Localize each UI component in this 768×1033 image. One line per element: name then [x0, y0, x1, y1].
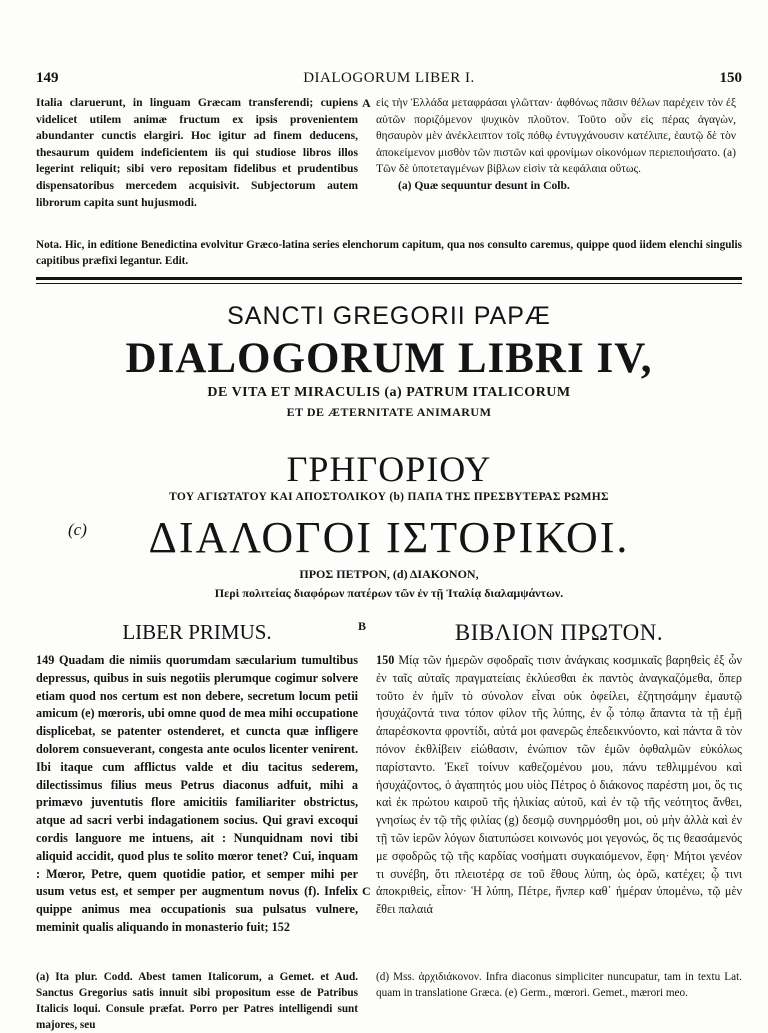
top-latin-text: Italia claruerunt, in linguam Græcam transferendi; cupiens videlicet utilem animæ fructum ex ipsis provenientem abundanter cunctis elargiri. Hoc igitur ad finem deducens, thesaurum quidem indeficientem iis qui studiose libros illos legerint reliquit; sibi vero repositam fidelibus et prudentibus dispensatoribus mercedem acquisivit. Subjectorum autem librorum capita sunt hujusmodi. — [36, 96, 358, 209]
section-rule-thick — [36, 277, 742, 280]
margin-marker-b: B — [358, 619, 367, 633]
subtitle-tou-agiotatou: ΤΟΥ ΑΓΙΩΤΑΤΟΥ ΚΑΙ ΑΠΟΣΤΟΛΙΚΟΥ (b) ΠΑΠΑ ΤΗΣ ΠΡΕΣΒΥΤΕΡΑΣ ΡΩΜΗΣ — [169, 491, 609, 503]
top-greek-text: εἰς τὴν Ἑλλάδα μεταφράσαι γλῶτταν· ἀφθόνως πᾶσιν θέλων παρέχειν τὸν ἐξ αὐτῶν ποριζόμενον ψυχικὸν πλοῦτον. Τοῦτο οὖν εἰς πέρας ἀγαγὼν, θησαυρὸν μὲν ἀνέκλειπτον τοῖς πόθῳ ἐντυγχάνουσιν κατέλιπε, ἑαυτῷ δὲ τὸν ἀποκείμενον μισθὸν τῶν πιστῶν καὶ φρονίμων οἰκονόμων περιεποιήσατο. (a) Τῶν δὲ ὑποτεταγμένων βίβλων εἰσὶν τὰ κεφάλαια οὕτως. — [376, 96, 736, 176]
running-header — [36, 70, 742, 90]
heading-biblion-proton: ΒΙΒΛΙΟΝ ΠΡΩΤΟΝ. — [454, 620, 664, 645]
subtitle-de-vita: DE VITA ET MIRACULIS (a) PATRUM ITALICORUM — [207, 385, 571, 400]
title-gregoriou: ΓΡΗΓΟΡΙΟΥ — [286, 449, 492, 489]
footnote-mark-c: (c) — [68, 520, 87, 539]
footnote-left: (a) Ita plur. Codd. Abest tamen Italicorum, a Gemet. et Aud. Sanctus Gregorius satis innuit sibi propositum esse de Patribus Italicis loqui. Consule præfat. Porro per Patres intelligendi sunt majores, seu — [36, 971, 358, 1031]
latin-body — [36, 652, 358, 937]
section-rule-thin — [36, 283, 742, 284]
page-number-right: 150 — [719, 70, 742, 86]
subtitle-et-de: ET DE ÆTERNITATE ANIMARUM — [286, 405, 492, 419]
latin-body-text: Quadam die nimiis quorumdam sæcularium tumultibus depressus, quibus in suis negotiis plerumque cogimur solvere etiam quod nos certum est non debere, secretum locum petii amicum (e) mœroris, ubi omne quod de mea mihi occupatione displicebat, se patenter ostenderet, et cuncta quæ infligere dolorem consueverant, congesta ante oculos licenter venirent. Ibi itaque cum afflictus valde et diu tacitus sederem, dilectissimus filius meus Petrus diaconus adfuit, mihi a primævo juventutis flore amicitiis familiariter obstrictus, atque ad sacri verbi indagationem socius. Qui gravi excoqui cordis languore me intuens, ait : Nunquidnam novi tibi aliquid accidit, quod plus te solito mœror tenet? Cui, inquam : Mœror, Petre, quem quotidie patior, et semper mihi per usum vetus est, et semper per augmentum novus (f). Infelix quippe animus mea occupationis sua pulsatus vulnere, meminit qualis aliquando in monasterio fuit; — [36, 653, 358, 934]
page-number-left: 149 — [36, 70, 59, 86]
editor-note: Nota. Hic, in editione Benedictina evolvitur Græco-latina series elenchorum capitum, qua nos consulto caremus, quippe quod iidem elenchi singulis capitibus præfixi legantur. Edit. — [36, 239, 742, 267]
column-number-right: 150 — [376, 653, 395, 667]
title-dialogoi: ΔΙΑΛΟΓΟΙ ΙΣΤΟΡΙΚΟΙ. — [148, 513, 630, 562]
margin-marker-c: C — [362, 884, 371, 898]
greek-body-text: Μίᾳ τῶν ἡμερῶν σφοδραῖς τισιν ἀνάγκαις κοσμικαῖς βαρηθεὶς ἐξ ὧν ἐν ταῖς αὐταῖς πραγματείαις ἐκλύεσθαι ἐκ παντὸς ἀναγκαζόμεθα, ὅπερ τοῦτο ἐν ἡμῖν τὸ σύνολον εἶναι οὐκ ὀφείλει, ἐζητησάμην ἐμαυτῷ ἡσυχάζοντά τινα τόπον φίλον τῆς λύπης, ἐν ᾧ τόπῳ ἅπαντα τὰ τῇ ἐμῇ ἀπαρέσκοντα φροντίδι, αὐτά μοι φανερῶς ἐπεδεικνύοντο, καὶ πάντα ἃ τὸν πόνον ἐκθλίβειν εἰώθασιν, ἐνώπιον τῶν ἐμῶν ὀφθαλμῶν εὐκόλως παρίσταντο. Ἐκεῖ τοίνυν καθεζομένου μου, πάνυ τεθλιμμένου καὶ ἡσυχάζοντος, ὁ ἀγαπητός μου υἱὸς Πέτρος ὁ διάκονος παρέστη μοι, ὅς τις καὶ ἐκ πρώτου καιροῦ τῆς ἡλικίας αὐτοῦ, καὶ ἐν τῷ τῆς νεότητος ἄνθει, γνησίως ἐν τῷ τῆς φιλίας (g) δεσμῷ συνηρμόσθη μοι, οὐ μὴν ἀλλὰ καὶ ἐν τῇ τῶν ἱερῶν λόγων διατυπώσει κοινωνός μοι γεγονώς, ὅς τις θεασάμενός με σφοδρῶς τῷ τῆς καρδίας νοσήματι συγκαιόμενον, ἔφη· Μήτοι γενέον τι συνέβη, ὅτι πλειοτέρᾳ σε τοῦ ἔθους λύπη, ὡς ὁρῶ, κατέχει; ᾧ τινι ἀποκριθεὶς, εἶπον· Ἡ λύπη, Πέτρε, ἥνπερ καθ᾽ ἡμέραν ὑπομένω, τῷ μὲν ἔθει παλαιά — [376, 653, 743, 917]
title-dialogorum: DIALOGORUM LIBRI IV, — [125, 335, 653, 382]
greek-body — [376, 652, 742, 919]
top-greek-column — [376, 95, 736, 195]
column-number-left: 149 — [36, 653, 55, 667]
heading-liber-primus: LIBER PRIMUS. — [122, 620, 272, 644]
running-title: DIALOGORUM LIBER I. — [303, 70, 475, 86]
subtitle-pros-petron: ΠΡΟΣ ΠΕΤΡΟΝ, (d) ΔΙΑΚΟΝΟΝ, — [299, 567, 479, 581]
top-greek-note: (a) Quæ sequuntur desunt in Colb. — [398, 178, 570, 192]
footnote-right: (d) Mss. ἀρχιδιάκονον. Infra diaconus simpliciter nuncupatur, tam in textu Lat. quam in translatione Græca. (e) Germ., mœrori. Gemet., mærori meo. — [376, 971, 742, 999]
column-number-end: 152 — [271, 919, 290, 934]
title-sancti-gregorii: SANCTI GREGORII PAPÆ — [227, 302, 551, 330]
margin-marker-a: A — [362, 96, 371, 110]
subtitle-peri-politeias: Περὶ πολιτείας διαφόρων πατέρων τῶν ἐν τῇ Ἰταλίᾳ διαλαμψάντων. — [214, 586, 564, 600]
